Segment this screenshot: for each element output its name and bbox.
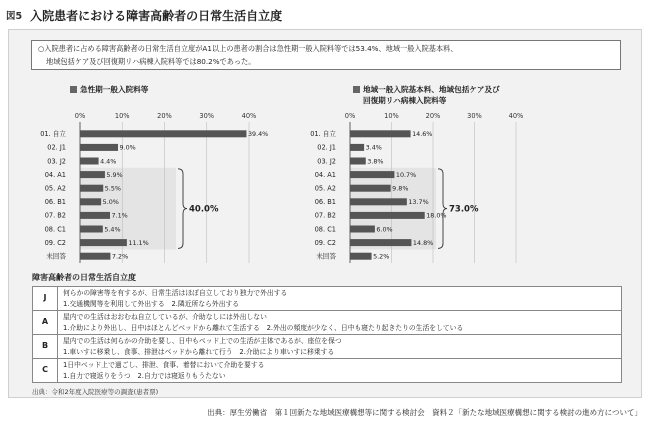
figure-number: 図5 (6, 11, 23, 22)
bar (350, 158, 366, 165)
bar (350, 198, 407, 205)
data-label: 4.4% (100, 157, 117, 166)
table-row (33, 359, 622, 383)
category-label: 未回答 (46, 252, 66, 261)
level-cell: C (33, 359, 58, 383)
bar (350, 253, 372, 260)
data-label: 3.8% (367, 157, 384, 166)
category-label: 09. C2 (44, 238, 66, 247)
description-line: 何らかの障害等を有するが、日常生活はほぼ自立しており独力で外出する (63, 289, 288, 297)
data-label: 5.2% (373, 252, 390, 261)
credit-line: 出典：厚生労働省 第１回新たな地域医療構想等に関する検討会 資料２「新たな地域医療構想に関する検討の進め方について」 (207, 408, 642, 417)
x-tick-label: 20% (425, 112, 441, 120)
data-label: 9.0% (119, 143, 136, 152)
category-label: 05. A2 (314, 184, 336, 193)
category-label: 08. C1 (314, 225, 336, 234)
bar (350, 212, 425, 219)
category-label: 未回答 (316, 252, 336, 261)
description-cell (58, 335, 622, 359)
data-label: 5.4% (104, 225, 121, 234)
data-label: 14.8% (412, 238, 434, 247)
data-label: 5.0% (102, 198, 119, 207)
bracket (438, 169, 447, 249)
chart-2-title-text-2: 回復期リハ病棟入院料等 (363, 96, 447, 105)
figure-title: 入院患者における障害高齢者の日常生活自立度 (30, 8, 283, 23)
table-row (33, 335, 622, 359)
ranking-table-title: 障害高齢者の日常生活自立度 (32, 273, 136, 282)
description-line: 1日中ベッド上で過ごし、排泄、食事、着替において介助を要する (63, 361, 265, 369)
data-label: 7.2% (111, 252, 129, 261)
data-label: 6.0% (376, 225, 393, 234)
description-line: 屋内での生活はおおむね自立しているが、介助なしには外出しない (63, 313, 267, 321)
category-label: 03. J2 (317, 157, 336, 166)
category-label: 04. A1 (314, 170, 336, 179)
table-row (33, 287, 622, 311)
category-label: 01. 自立 (40, 130, 66, 139)
category-label: 01. 自立 (310, 130, 336, 139)
category-label: 09. C2 (314, 238, 336, 247)
chart-1-title-text: 急性期一般入院料等 (80, 85, 149, 94)
description-cell (58, 287, 622, 311)
description-line: 1.交通機関等を利用して外出する 2.隣近所なら外出する (63, 299, 240, 308)
summary-line-2: 地域包括ケア及び回復期リハ病棟入院料等では80.2%であった。 (46, 57, 256, 66)
x-tick-label: 20% (157, 112, 172, 120)
category-label: 07. B2 (44, 211, 66, 220)
x-tick-label: 40% (241, 112, 257, 120)
category-label: 02. J1 (317, 143, 336, 152)
x-tick-label: 0% (74, 112, 86, 120)
description-cell (58, 359, 622, 383)
description-line: 1.介助により外出し、日中はほとんどベッドから離れて生活する 2.外出の頻度が少なく、日中も寝たり起きたりの生活をしている (63, 323, 464, 332)
level-cell: B (33, 335, 58, 359)
highlight-region (350, 168, 436, 250)
category-label: 03. J2 (47, 157, 66, 166)
x-tick-label: 40% (508, 112, 524, 120)
bar (350, 171, 394, 178)
x-tick-label: 0% (344, 112, 356, 120)
bar (350, 130, 411, 137)
category-label: 06. B1 (314, 198, 336, 207)
description-line: 1.車いすに移乗し、食事、排泄はベッドから離れて行う 2.介助により車いすに移乗する (63, 347, 335, 356)
summary-line-1: ○入院患者に占める障害高齢者の日常生活自立度がA1以上の患者の割合は急性期一般入院料等では53.4%、地域一般入院基本料、 (38, 44, 458, 53)
bracket-label: 73.0% (449, 204, 479, 215)
category-label: 06. B1 (44, 198, 66, 207)
x-tick-label: 30% (199, 112, 215, 120)
level-cell: J (33, 287, 58, 311)
ranking-table (32, 286, 622, 383)
x-tick-label: 30% (467, 112, 482, 120)
data-label: 11.1% (128, 238, 149, 247)
category-label: 07. B2 (314, 211, 336, 220)
description-line: 屋内での生活は何らかの介助を要し、日中もベッド上での生活が主体であるが、座位を保つ (63, 337, 342, 345)
category-label: 05. A2 (44, 184, 66, 193)
category-label: 04. A1 (44, 170, 66, 179)
description-cell (58, 311, 622, 335)
bar (350, 144, 364, 151)
level-cell: A (33, 311, 58, 335)
data-label: 9.8% (392, 184, 409, 193)
data-label: 5.5% (104, 184, 121, 193)
chart-2-title-text: 地域一般入院基本料、地域包括ケア及び (363, 85, 500, 94)
data-label: 3.4% (365, 143, 382, 152)
data-label: 18.0% (426, 211, 447, 220)
data-label: 10.7% (395, 170, 417, 179)
category-label: 02. J1 (47, 143, 66, 152)
data-label: 13.7% (408, 198, 429, 207)
bar (350, 185, 391, 192)
data-label: 39.4% (247, 130, 269, 139)
table-row (33, 311, 622, 335)
data-label: 14.6% (412, 130, 433, 139)
description-line: 1.自力で寝返りをうつ 2.自力では寝返りもうたない (63, 371, 226, 380)
category-label: 08. C1 (44, 225, 66, 234)
x-tick-label: 10% (114, 112, 130, 120)
bar (350, 239, 411, 246)
bar (350, 226, 375, 233)
data-label: 5.9% (106, 170, 123, 179)
source-note: 出典：令和2年度入院医療等の調査(患者票) (32, 388, 159, 396)
data-label: 7.1% (111, 211, 128, 220)
bracket-label: 40.0% (189, 204, 219, 215)
x-tick-label: 10% (384, 112, 399, 120)
